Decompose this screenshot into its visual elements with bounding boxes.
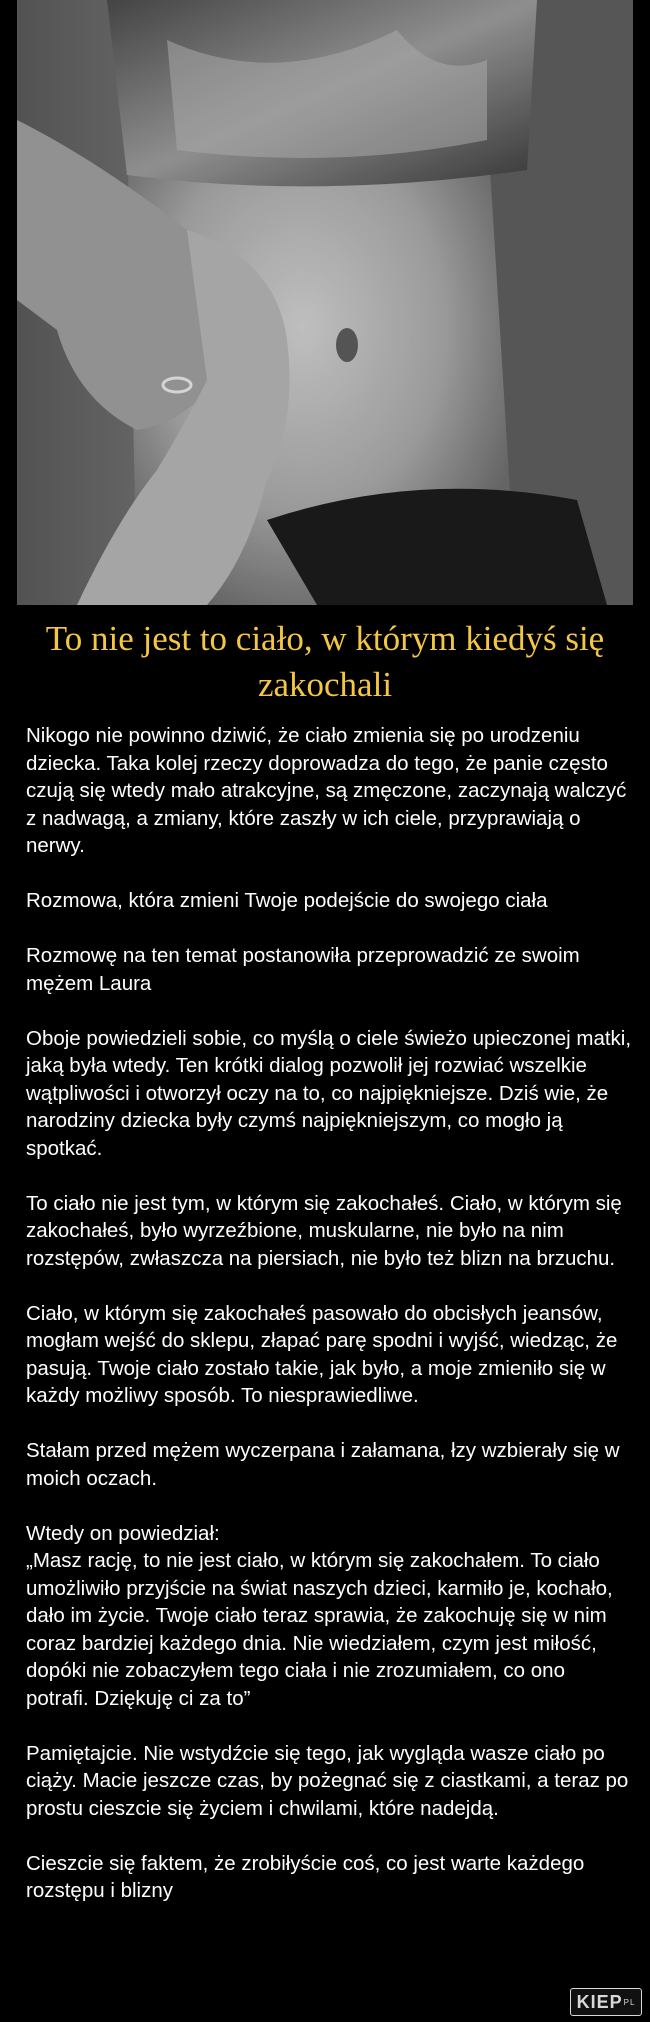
paragraph: Pamiętajcie. Nie wstydźcie się tego, jak wygląda wasze ciało po ciąży. Macie jeszcze czas, by pożegnać się z ciastkami, a teraz po prostu cieszcie się życiem i chwilami, które nadejdą. [26,1741,629,1820]
post-title: To nie jest to ciało, w którym kiedyś się zakochali [45,619,605,704]
kiep-logo [570,1988,642,2016]
paragraph: Cieszcie się faktem, że zrobiłyście coś, co jest warte każdego rozstępu i blizny [26,1851,585,1902]
post-body [26,722,632,1932]
photo-grayscale-belly [17,0,633,605]
paragraph: Nikogo nie powinno dziwić, że ciało zmienia się po urodzeniu dziecka. Taka kolej rzeczy doprowadza do tego, że panie często czują się wtedy mało atrakcyjne, są zmęczone, zaczynają walczyć z nadwagą, a zmiany, które zaszły w ich ciele, przyprawiają o nerwy. [26,724,627,857]
post-photo [17,0,633,605]
paragraph: Wtedy on powiedział: „Masz rację, to nie jest ciało, w którym się zakochałem. To ciało umożliwiło przyjście na świat naszych dzieci, karmiło je, kochało, dało im życie. Twoje ciało teraz sprawia, że zakochuję się w nim coraz bardziej każdego dnia. Nie wiedziałem, czym jest miłość, dopóki nie zobaczyłem tego ciała i nie zrozumiałem, co ono potrafi. Dziękuję ci za to” [26,1521,613,1710]
paragraph: Rozmowa, która zmieni Twoje podejście do swojego ciała [26,889,548,912]
paragraph: To ciało nie jest tym, w którym się zakochałeś. Ciało, w którym się zakochałeś, było wyrzeźbione, muskularne, nie było na nim rozstępów, zwłaszcza na piersiach, nie było też blizn na brzuchu. [26,1191,622,1270]
logo-main: KIEP [576,1991,623,2012]
logo-suffix: PL [623,1997,636,2007]
paragraph: Oboje powiedzieli sobie, co myślą o ciele świeżo upieczonej matki, jaką była wtedy. Ten krótki dialog pozwolił jej rozwiać wszelkie wątpliwości i otworzył oczy na to, co najpiękniejsze. Dziś wie, że narodziny dziecka były czymś najpiękniejszym, co mogło ją spotkać. [26,1026,632,1160]
paragraph: Stałam przed mężem wyczerpana i załamana, łzy wzbierały się w moich oczach. [26,1439,620,1490]
paragraph: Ciało, w którym się zakochałeś pasowało do obcisłych jeansów, mogłam wejść do sklepu, złapać parę spodni i wyjść, wiedząc, że pasują. Twoje ciało zostało takie, jak było, a moje zmieniło się w każdy możliwy sposób. To niesprawiedliwe. [26,1301,618,1407]
paragraph: Rozmowę na ten temat postanowiła przeprowadzić ze swoim mężem Laura [26,944,580,995]
